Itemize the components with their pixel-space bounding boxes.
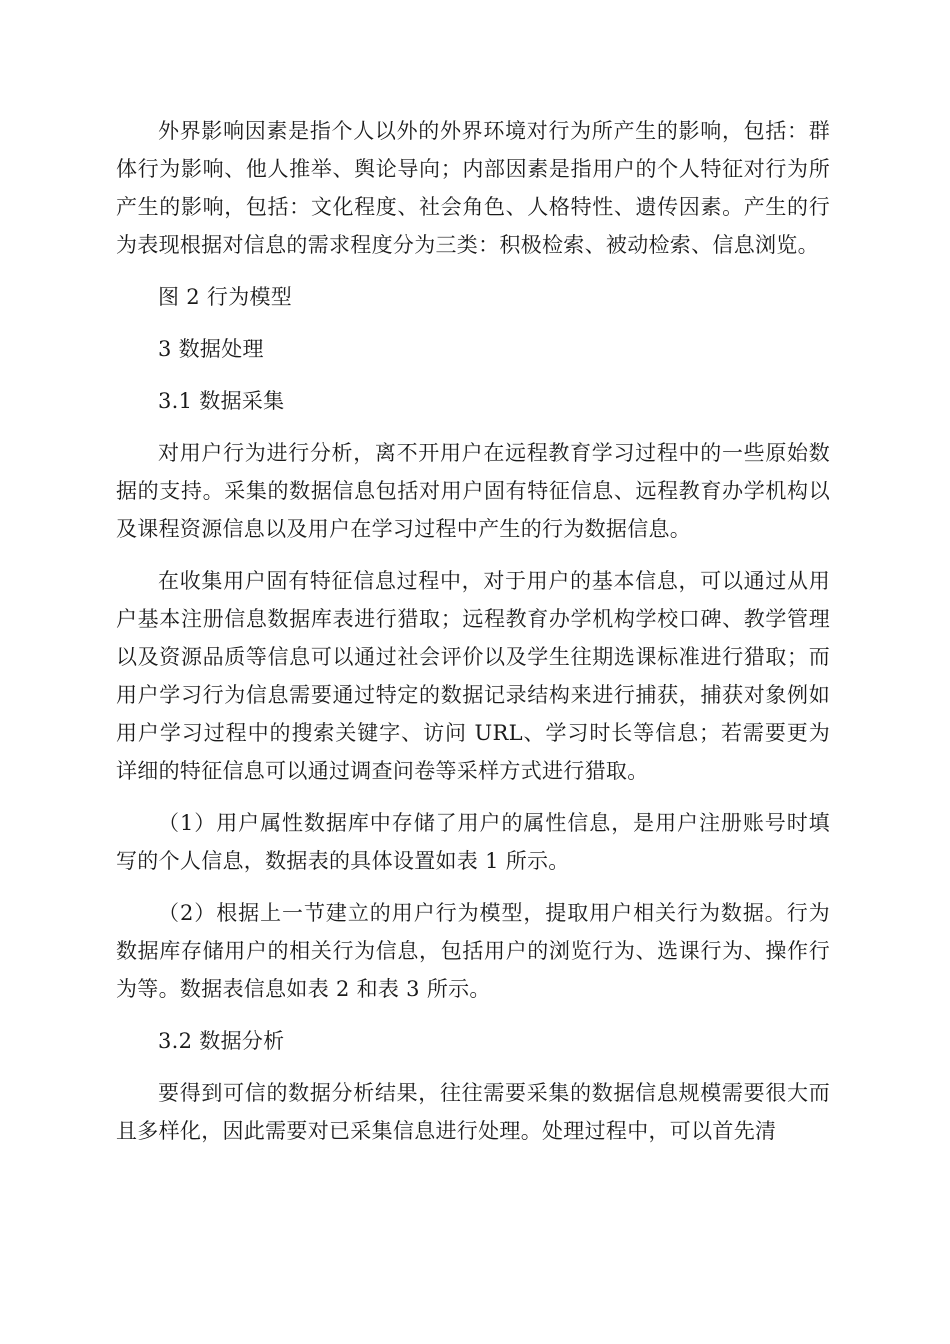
paragraph-raw-data-support: 对用户行为进行分析，离不开用户在远程教育学习过程中的一些原始数据的支持。采集的数据信息包括对用户固有特征信息、远程教育办学机构以及课程资源信息以及用户在学习过程中产生的行为数据信息。 (116, 441, 830, 541)
subsection-heading-data-collection: 3.1 数据采集 (158, 389, 285, 413)
document-page (116, 112, 830, 1164)
paragraph-behavior-db: （2）根据上一节建立的用户行为模型，提取用户相关行为数据。行为数据库存储用户的相关行为信息，包括用户的浏览行为、选课行为、操作行为等。数据表信息如表 2 和表 3 所示。 (116, 901, 830, 1001)
figure-caption-behavior-model: 图 2 行为模型 (158, 285, 293, 309)
paragraph-user-attribute-db: （1）用户属性数据库中存储了用户的属性信息，是用户注册账号时填写的个人信息，数据表的具体设置如表 1 所示。 (116, 811, 830, 873)
paragraph-collecting-features: 在收集用户固有特征信息过程中，对于用户的基本信息，可以通过从用户基本注册信息数据库表进行猎取；远程教育办学机构学校口碑、教学管理以及资源品质等信息可以通过社会评价以及学生往期选课标准进行猎取；而用户学习行为信息需要通过特定的数据记录结构来进行捕获，捕获对象例如用户学习过程中的搜索关键字、访问 URL、学习时长等信息；若需要更为详细的特征信息可以通过调查问卷等采样方式进行猎取。 (116, 569, 830, 783)
subsection-heading-data-analysis: 3.2 数据分析 (158, 1029, 285, 1053)
paragraph-influence-factors: 外界影响因素是指个人以外的外界环境对行为所产生的影响，包括：群体行为影响、他人推举、舆论导向；内部因素是指用户的个人特征对行为所产生的影响，包括：文化程度、社会角色、人格特性、遗传因素。产生的行为表现根据对信息的需求程度分为三类：积极检索、被动检索、信息浏览。 (116, 119, 830, 257)
paragraph-analysis-intro: 要得到可信的数据分析结果，往往需要采集的数据信息规模需要很大而且多样化，因此需要对已采集信息进行处理。处理过程中，可以首先清 (116, 1081, 830, 1143)
section-heading-data-processing: 3 数据处理 (158, 337, 264, 361)
